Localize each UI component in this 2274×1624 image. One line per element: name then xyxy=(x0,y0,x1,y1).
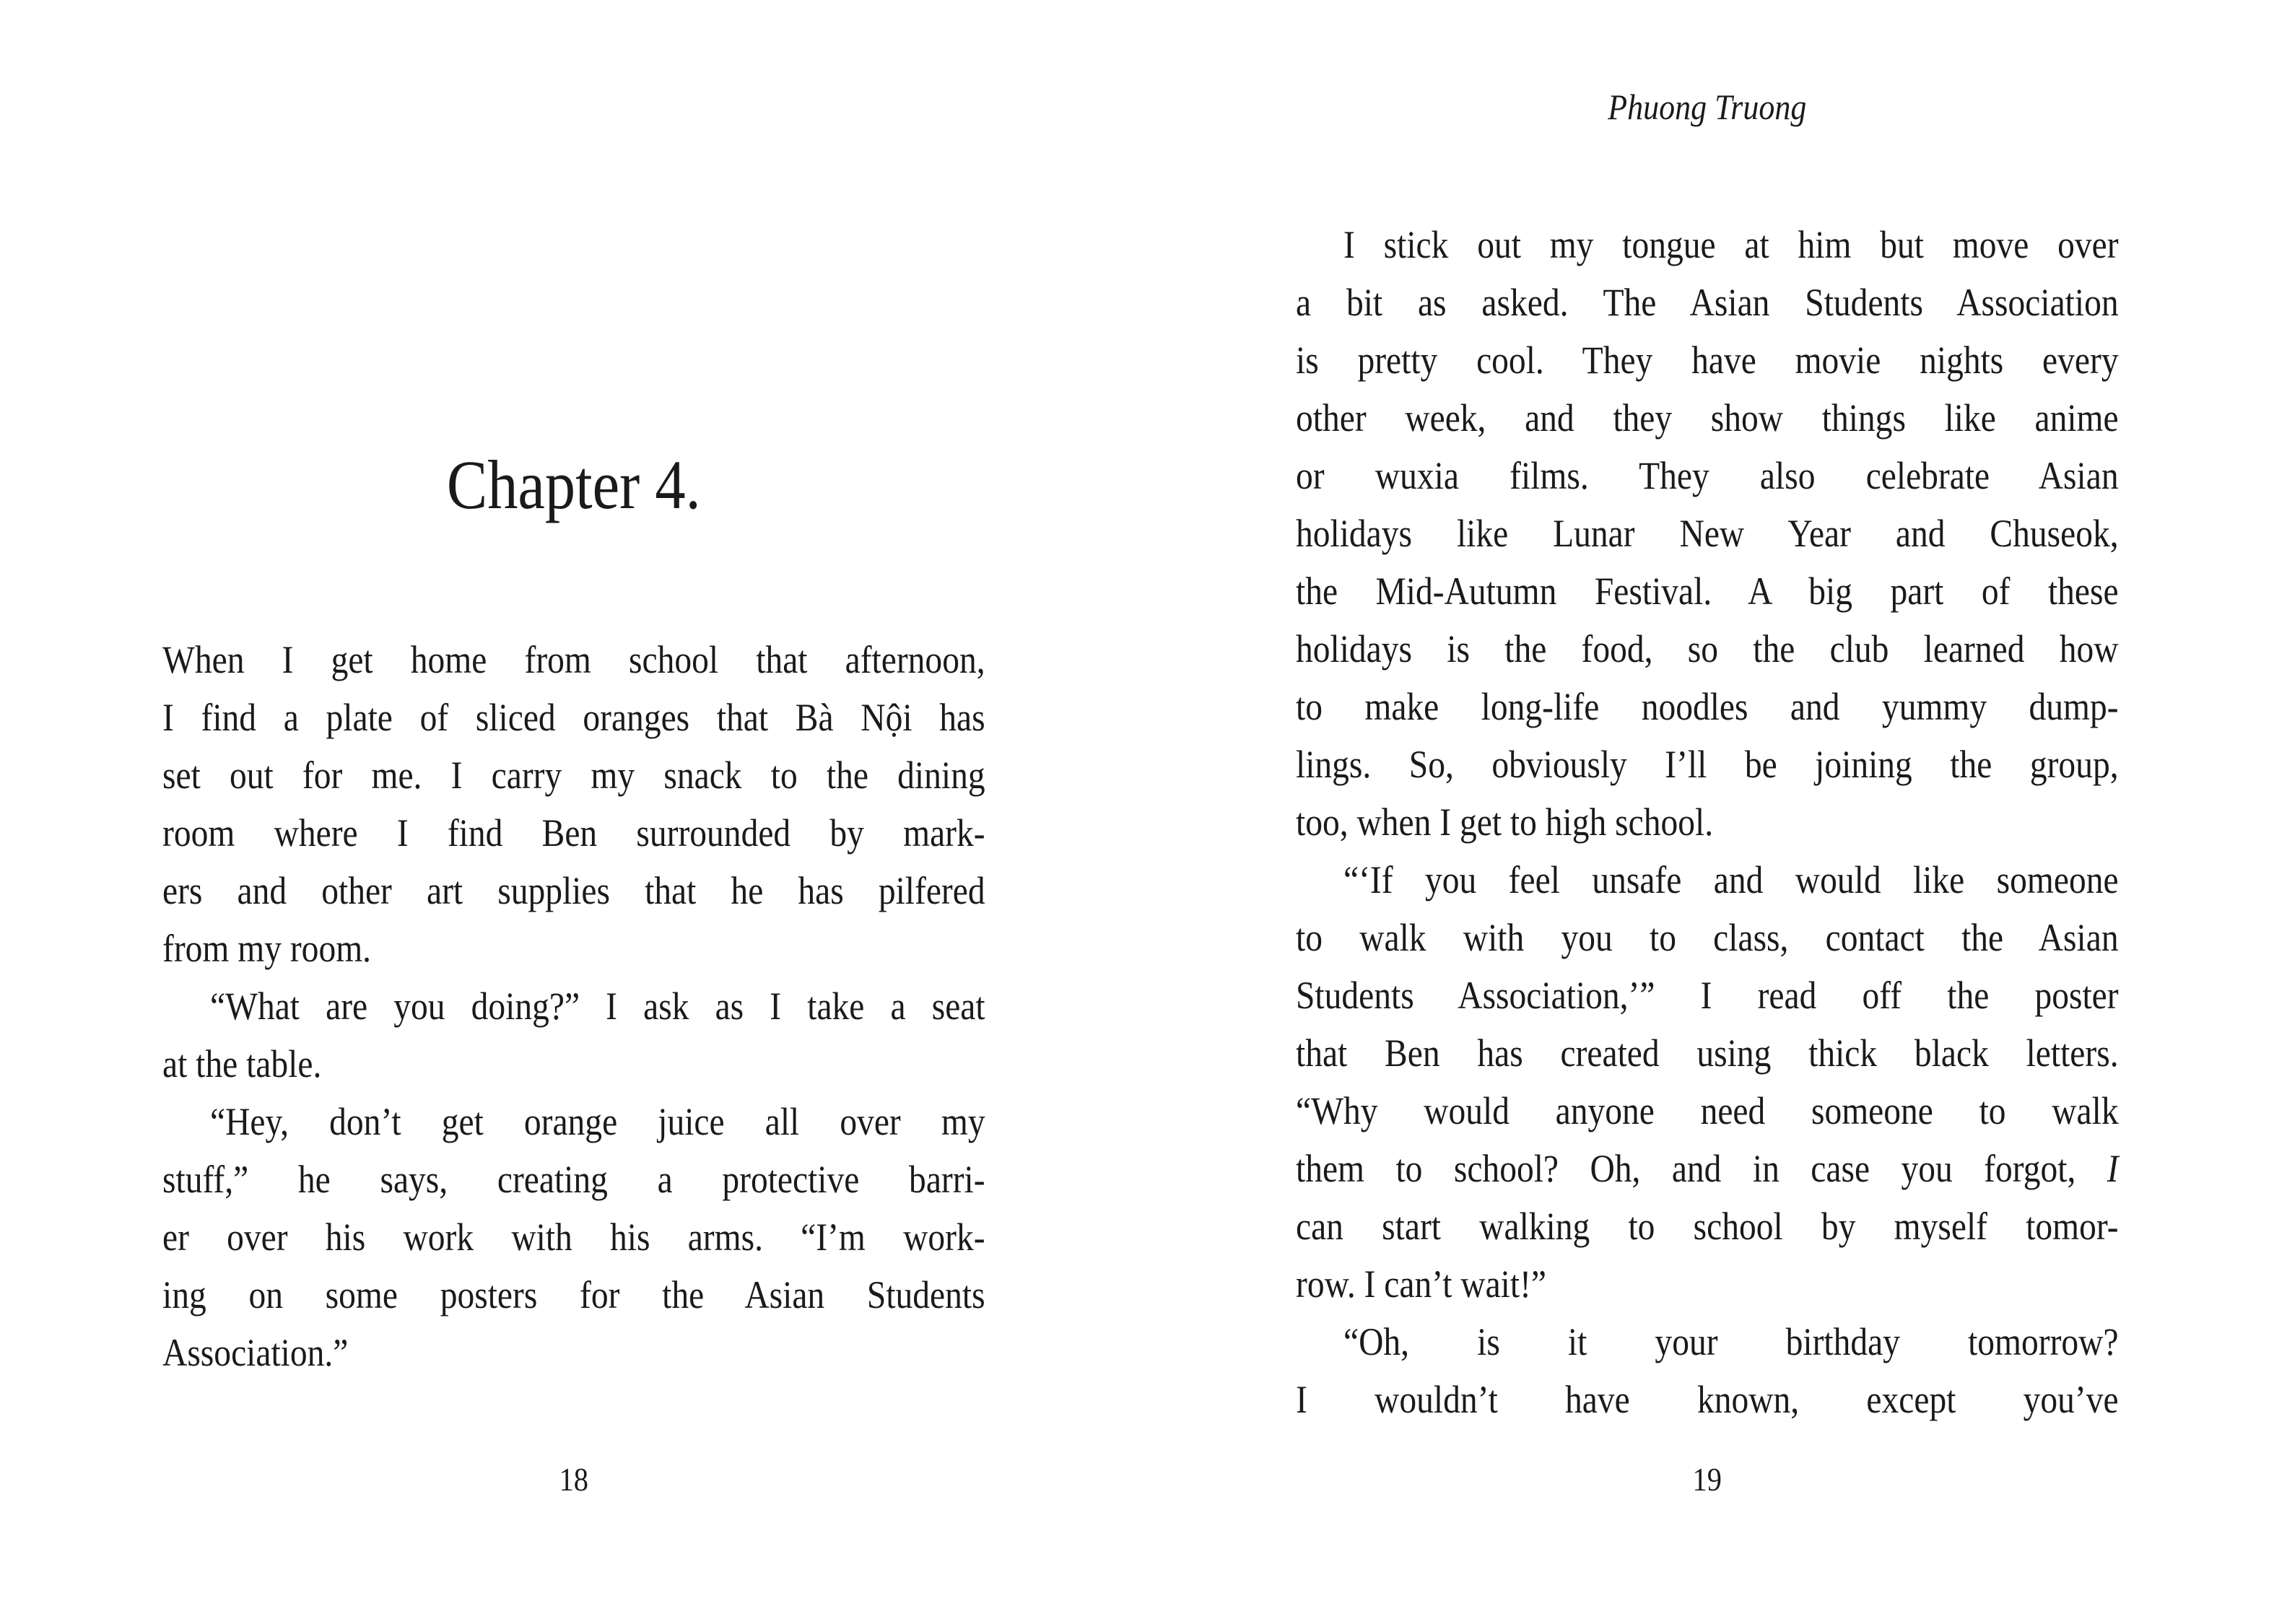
text-line: holidays like Lunar New Year and Chuseok, xyxy=(1296,512,2119,555)
text-line: When I get home from school that afternoon, xyxy=(162,638,985,681)
text-line: at the table. xyxy=(162,1042,322,1086)
text-line: Students Association,’” I read off the poster xyxy=(1296,974,2119,1017)
page-number-right: 19 xyxy=(1692,1461,1722,1498)
text-line: lings. So, obviously I’ll be joining the group, xyxy=(1296,743,2119,786)
text-line: row. I can’t wait!” xyxy=(1296,1262,1547,1306)
text-line: “Why would anyone need someone to walk xyxy=(1296,1089,2119,1132)
text-line: from my room. xyxy=(162,927,372,970)
text-line: is pretty cool. They have movie nights every xyxy=(1296,339,2119,382)
text-line-segment: them to school? Oh, and in case you forgot, xyxy=(1296,1147,2076,1190)
text-line: holidays is the food, so the club learned how xyxy=(1296,627,2119,671)
text-line: “What are you doing?” I ask as I take a seat xyxy=(210,985,985,1028)
text-line: can start walking to school by myself tomor- xyxy=(1296,1205,2119,1248)
text-line: ers and other art supplies that he has pilfered xyxy=(162,869,985,912)
left-page-body-text xyxy=(162,631,985,1381)
text-line: “‘If you feel unsafe and would like someone xyxy=(1343,858,2119,902)
text-line: to walk with you to class, contact the Asian xyxy=(1296,916,2119,959)
italic-pronoun: I xyxy=(2107,1147,2119,1190)
text-line: er over his work with his arms. “I’m work- xyxy=(162,1215,985,1259)
text-line: I find a plate of sliced oranges that Bà Nội has xyxy=(162,696,985,739)
text-line: the Mid-Autumn Festival. A big part of these xyxy=(1296,569,2119,613)
text-line: I stick out my tongue at him but move over xyxy=(1343,223,2119,266)
right-page-body-text xyxy=(1296,216,2119,1428)
text-line: “Hey, don’t get orange juice all over my xyxy=(210,1100,985,1143)
text-line: too, when I get to high school. xyxy=(1296,800,1714,844)
text-line xyxy=(1296,1140,2119,1197)
text-line: to make long-life noodles and yummy dump- xyxy=(1296,685,2119,728)
text-line: Association.” xyxy=(162,1331,349,1374)
text-line: other week, and they show things like anime xyxy=(1296,396,2119,440)
chapter-title: Chapter 4. xyxy=(446,446,701,523)
text-line: stuff,” he says, creating a protective barri- xyxy=(162,1158,985,1201)
running-header: Phuong Truong xyxy=(1608,87,1807,127)
text-line: that Ben has created using thick black letters. xyxy=(1296,1031,2119,1075)
text-line: room where I find Ben surrounded by mark- xyxy=(162,811,985,855)
page-number-left: 18 xyxy=(559,1461,589,1498)
text-line: a bit as asked. The Asian Students Association xyxy=(1296,281,2119,324)
text-line: I wouldn’t have known, except you’ve xyxy=(1296,1378,2119,1421)
text-line: “Oh, is it your birthday tomorrow? xyxy=(1343,1320,2119,1363)
text-line: ing on some posters for the Asian Students xyxy=(162,1273,985,1317)
text-line: or wuxia films. They also celebrate Asian xyxy=(1296,454,2119,497)
text-line: set out for me. I carry my snack to the dining xyxy=(162,754,985,797)
